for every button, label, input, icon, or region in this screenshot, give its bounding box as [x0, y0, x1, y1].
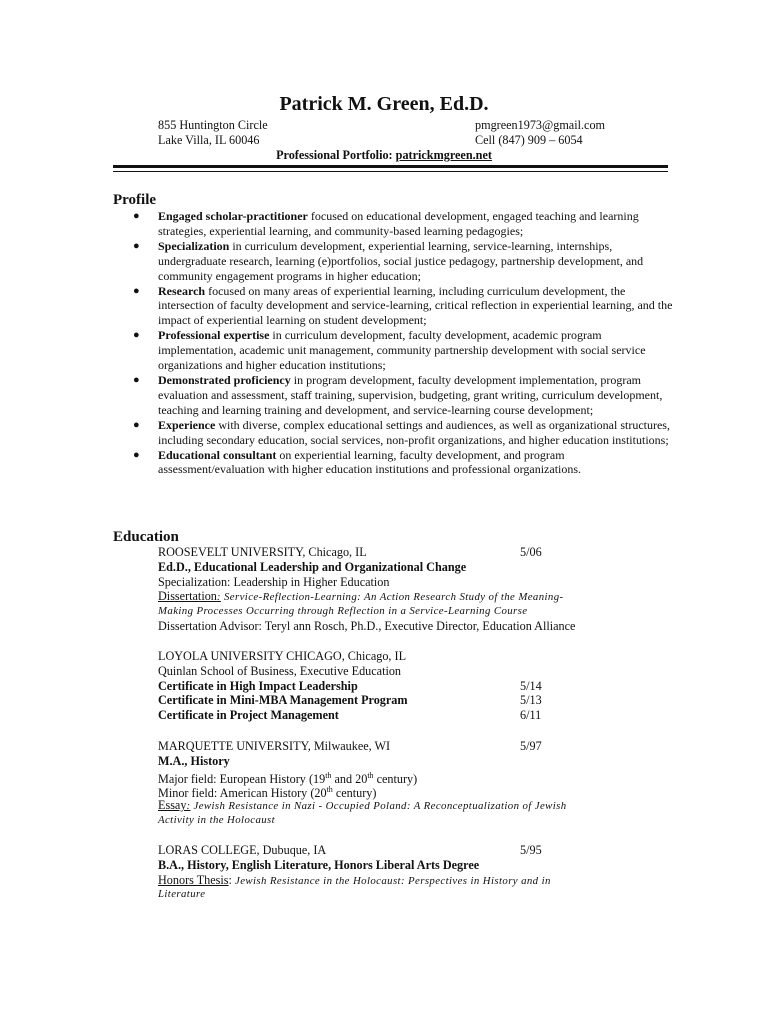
contact-block — [475, 118, 605, 147]
essay-title-cont: Activity in the Holocaust — [158, 813, 276, 826]
school-name: LOYOLA UNIVERSITY CHICAGO, Chicago, IL — [158, 649, 407, 663]
header-divider-thin — [113, 171, 668, 172]
profile-heading: Profile — [113, 192, 157, 208]
major-field: Major field: European History (19th and 20th century) — [158, 770, 418, 786]
education-heading: Education — [113, 529, 179, 545]
degree: Ed.D., Educational Leadership and Organizational Change — [158, 559, 467, 574]
degree: B.A., History, English Literature, Honors Liberal Arts Degree — [158, 857, 480, 872]
bullet-icon: ● — [133, 210, 140, 222]
school-name: LORAS COLLEGE, Dubuque, IA — [158, 843, 327, 857]
profile-item: ● Demonstrated proficiency in program development, faculty development implementation, program evaluation and assessment, staff training, supervision, budgeting, grant writing, curriculum development, teaching and learning training and development, and service-learning course development; — [133, 372, 663, 417]
profile-item: ● Engaged scholar-practitioner focused on educational development, engaged teaching and learning strategies, experiential learning, and community-based learning pedagogies; — [133, 209, 639, 238]
profile-item: ● Professional expertise in curriculum development, faculty development, academic program implementation, academic unit management, community partnership development with social service organizations and higher education institutions; — [133, 328, 646, 373]
bullet-icon: ● — [133, 373, 140, 386]
certificate: Certificate in Project Management 6/11 — [158, 708, 542, 723]
bullet-icon: ● — [133, 239, 140, 252]
date: 5/95 — [520, 843, 542, 857]
email: pmgreen1973@gmail.com — [475, 118, 606, 132]
essay: Essay: Jewish Resistance in Nazi - Occupied Poland: A Reconceptualization of Jewish — [158, 798, 567, 813]
date: 5/06 — [520, 545, 542, 559]
address-line-1: 855 Huntington Circle — [158, 118, 268, 132]
minor-field: Minor field: American History (20th century) — [158, 785, 377, 801]
date: 5/97 — [520, 739, 542, 753]
education-entry-loras — [158, 843, 658, 902]
bullet-icon: ● — [133, 329, 140, 342]
portfolio-link[interactable]: patrickmgreen.net — [395, 148, 492, 162]
honors-thesis: Honors Thesis: Jewish Resistance in the Holocaust: Perspectives in History and in — [158, 872, 551, 887]
phone: Cell (847) 909 – 6054 — [475, 132, 583, 147]
specialization: Specialization: Leadership in Higher Education — [158, 574, 390, 589]
address-line-2: Lake Villa, IL 60046 — [158, 132, 260, 147]
portfolio-label: Professional Portfolio: — [276, 148, 393, 162]
bullet-icon: ● — [133, 284, 140, 297]
education-entry-loyola — [158, 649, 658, 723]
profile-item: ● Educational consultant on experiential learning, faculty development, and program assessment/evaluation with higher education institutions and professional organizations. — [133, 447, 582, 477]
portfolio-line — [0, 148, 768, 163]
dissertation-advisor: Dissertation Advisor: Teryl ann Rosch, Ph.D., Executive Director, Education Alliance — [158, 618, 576, 633]
profile-item: ● Specialization in curriculum development, experiential learning, service-learning, internships, undergraduate research, learning (e)portfolios, social justice pedagogy, partnership development, and community engagement programs in higher education; — [133, 238, 644, 283]
certificate: Certificate in High Impact Leadership 5/14 — [158, 678, 542, 693]
certificate: Certificate in Mini-MBA Management Program 5/13 — [158, 693, 542, 708]
honors-thesis-cont: Literature — [158, 888, 206, 901]
school-name: ROOSEVELT UNIVERSITY, Chicago, IL — [158, 545, 367, 559]
degree: M.A., History — [158, 753, 230, 768]
header-divider-thick — [113, 165, 668, 168]
dissertation: Dissertation: Service-Reflection-Learning: An Action Research Study of the Meaning- — [158, 589, 564, 604]
bullet-icon: ● — [133, 418, 140, 431]
profile-item: ● Experience with diverse, complex educational settings and audiences, as well as organizational structures, including secondary education, social services, non-profit organizations, and higher education institutions; — [133, 417, 670, 447]
education-entry-roosevelt — [158, 545, 658, 634]
dissertation-title-cont: Making Processes Occurring through Reflection in a Service-Learning Course — [158, 605, 528, 618]
division: Quinlan School of Business, Executive Education — [158, 663, 402, 678]
education-entry-marquette — [158, 739, 658, 828]
candidate-name: Patrick M. Green, Ed.D. — [279, 93, 489, 115]
bullet-icon: ● — [133, 448, 140, 461]
profile-item: ● Research focused on many areas of experiential learning, including curriculum development, the intersection of faculty development and service-learning, critical reflection in experiential learning, and the impact of experiential learning on student development; — [133, 283, 673, 328]
address-block — [158, 118, 268, 147]
profile-list — [113, 209, 673, 477]
school-name: MARQUETTE UNIVERSITY, Milwaukee, WI — [158, 739, 391, 753]
